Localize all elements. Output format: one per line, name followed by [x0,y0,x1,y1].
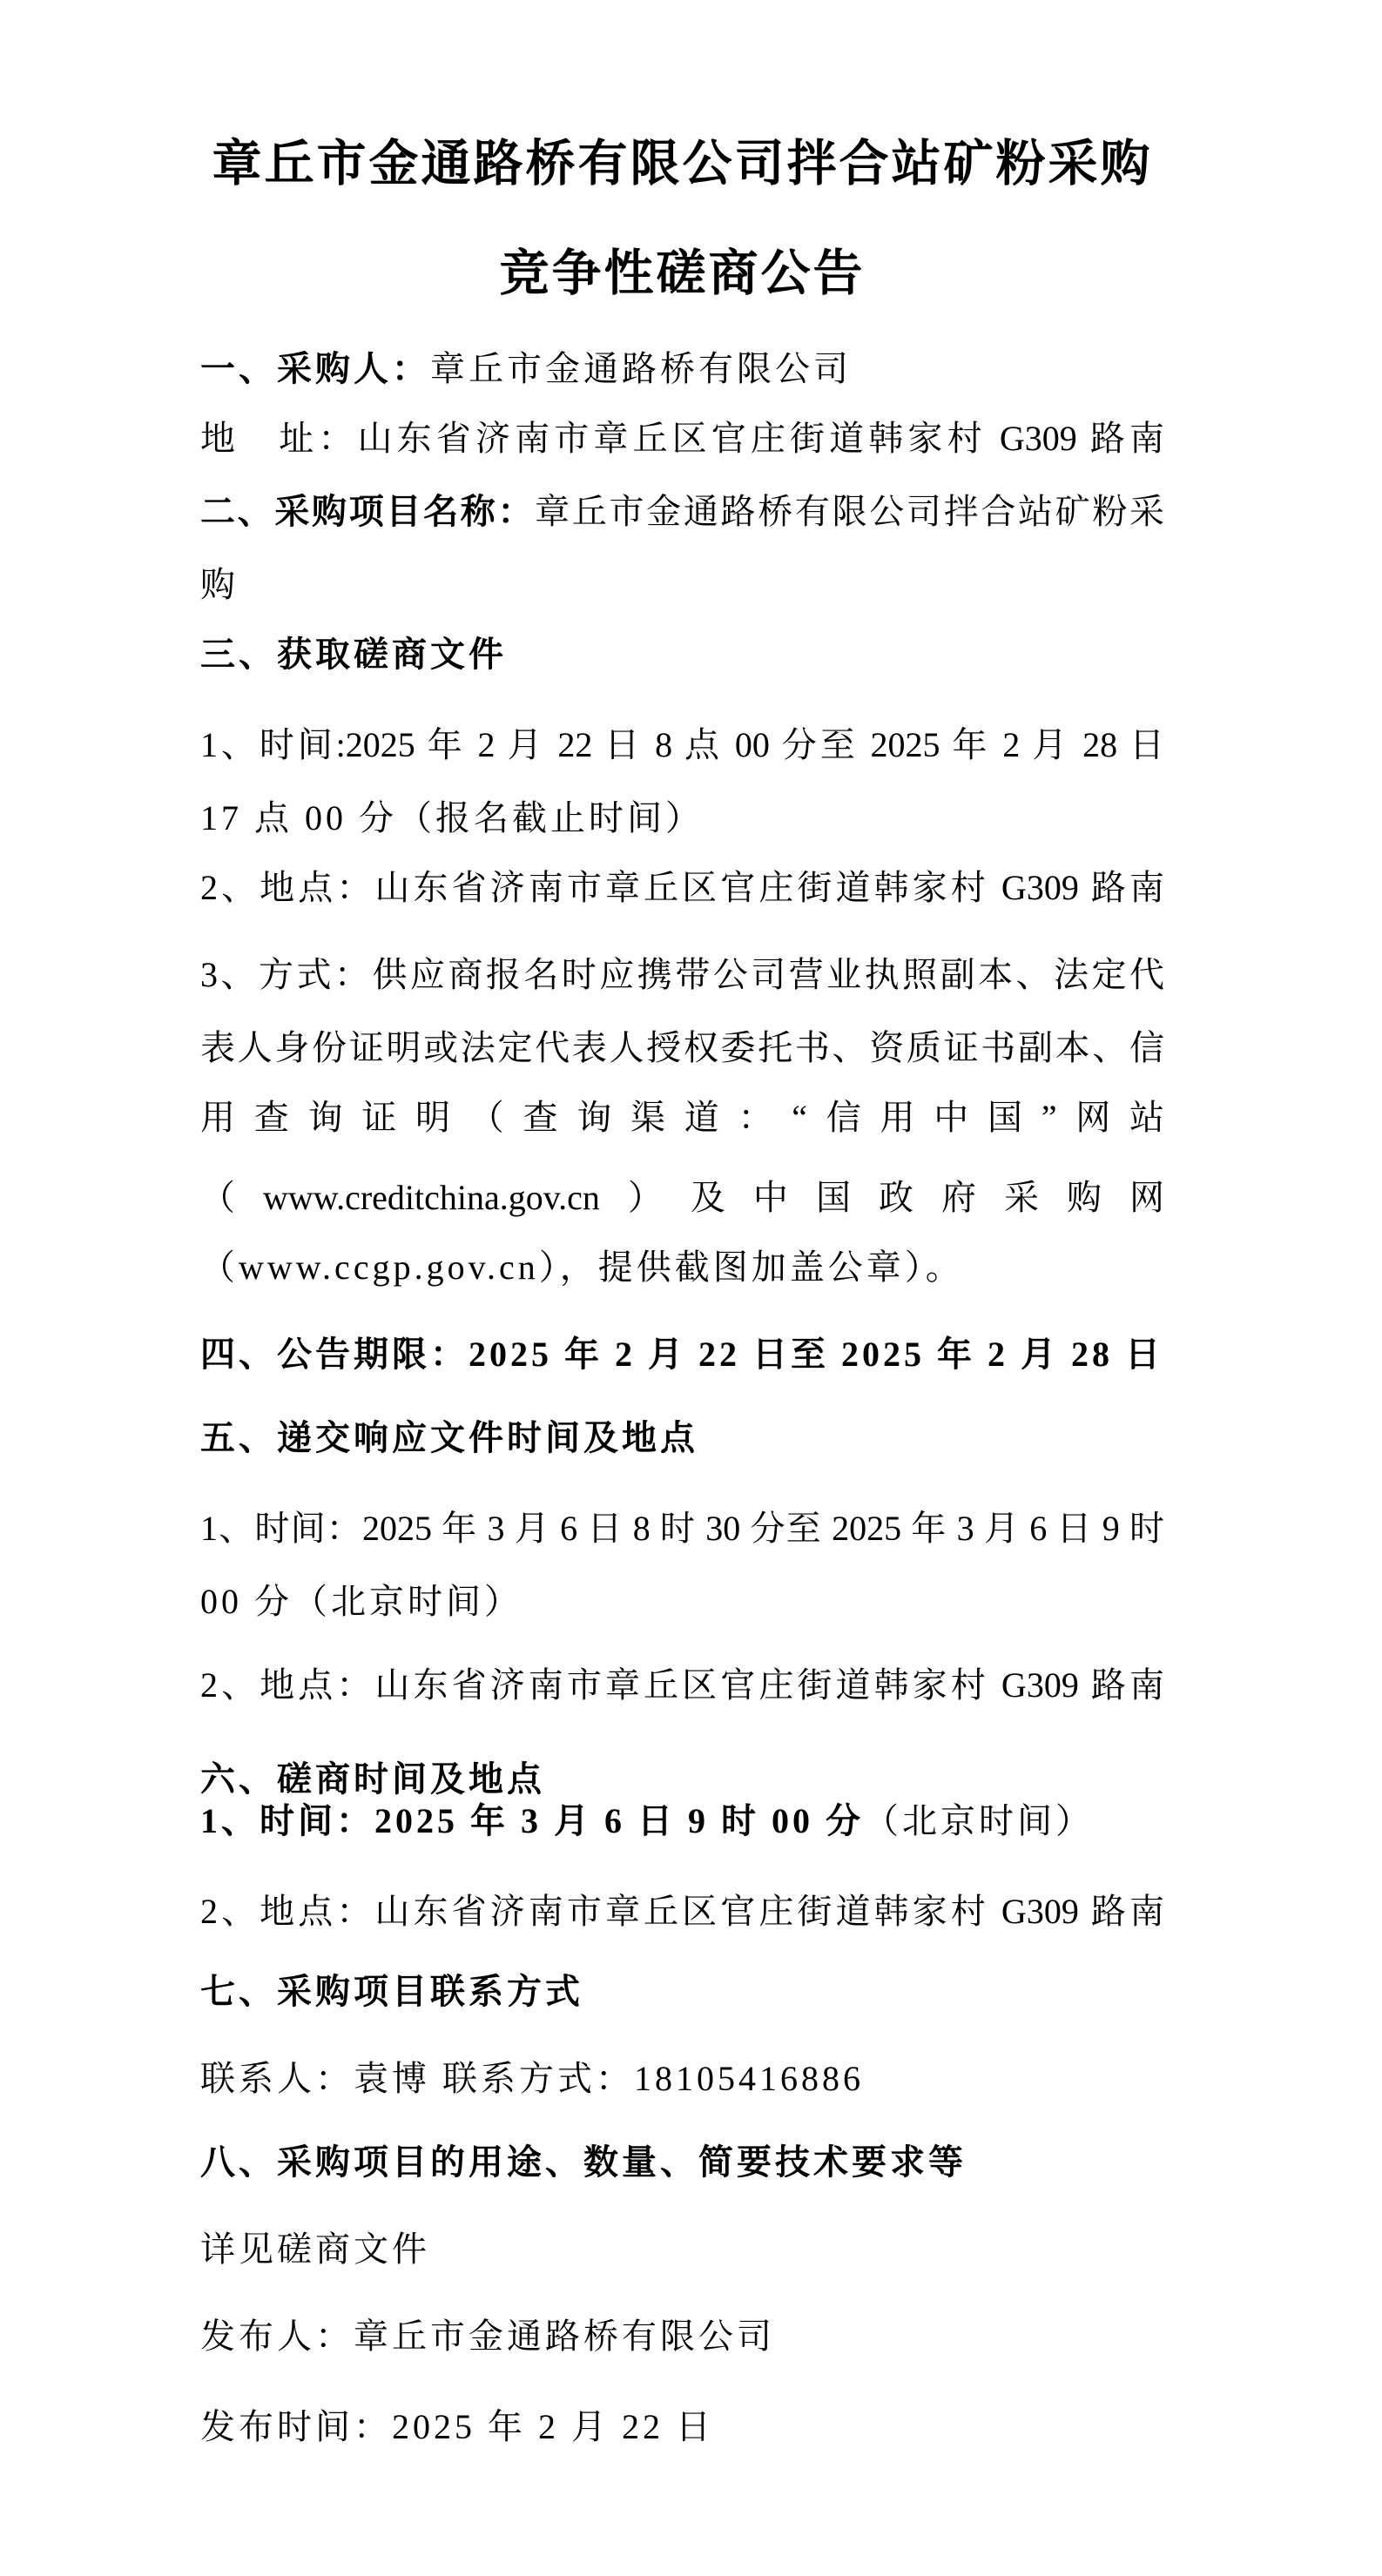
sec3-time-line1: 1、时间:2025 年 2 月 22 日 8 点 00 分至 2025 年 2 月 28 日 [200,725,1164,764]
project-name-value: 章丘市金通路桥有限公司拌合站矿粉采 [535,492,1165,531]
publish-date-line: 发布时间：2025 年 2 月 22 日 [200,2407,714,2446]
sec3-method-line3: 用查询证明（查询渠道：“信用中国”网站 [200,1098,1164,1137]
purchaser-value: 章丘市金通路桥有限公司 [430,349,852,388]
sec6-time-note: （北京时间） [864,1801,1094,1840]
purchaser-address-line: 地 址：山东省济南市章丘区官庄街道韩家村 G309 路南 [200,419,1164,458]
publisher-line: 发布人：章丘市金通路桥有限公司 [200,2317,775,2356]
sec4-heading: 四、公告期限：2025 年 2 月 22 日至 2025 年 2 月 28 日 [200,1335,1163,1374]
sec3-method-line4: （www.creditchina.gov.cn）及中国政府采购网 [200,1178,1164,1217]
sec3-method-line2: 表人身份证明或法定代表人授权委托书、资质证书副本、信 [200,1028,1164,1067]
purchaser-label: 一、采购人： [200,349,430,388]
purchaser-line [200,350,1164,388]
sec6-time-line [200,1802,1164,1840]
project-name-label: 二、采购项目名称： [200,492,536,531]
sec7-contact-line: 联系人：袁博 联系方式：18105416886 [200,2059,864,2098]
sec5-heading: 五、递交响应文件时间及地点 [200,1418,698,1457]
project-name-line1 [200,493,1164,531]
sec5-time-line1: 1、时间：2025 年 3 月 6 日 8 时 30 分至 2025 年 3 月 6 日 9 时 [200,1509,1164,1548]
project-name-line2: 购 [200,565,239,604]
sec3-method-line5: （www.ccgp.gov.cn），提供截图加盖公章）。 [200,1248,964,1287]
sec3-time-line2: 17 点 00 分（报名截止时间） [200,798,704,837]
sec5-time-line2: 00 分（北京时间） [200,1582,522,1621]
sec3-location-line: 2、地点：山东省济南市章丘区官庄街道韩家村 G309 路南 [200,868,1164,907]
sec6-location-line: 2、地点：山东省济南市章丘区官庄街道韩家村 G309 路南 [200,1892,1164,1931]
sec6-time-bold: 1、时间：2025 年 3 月 6 日 9 时 00 分 [200,1801,864,1840]
sec7-heading: 七、采购项目联系方式 [200,1972,583,2011]
document-title-line1: 章丘市金通路桥有限公司拌合站矿粉采购 [212,137,1153,192]
sec6-heading: 六、磋商时间及地点 [200,1759,545,1799]
sec8-detail-line: 详见磋商文件 [200,2230,430,2269]
sec5-location-line: 2、地点：山东省济南市章丘区官庄街道韩家村 G309 路南 [200,1665,1164,1705]
sec8-heading: 八、采购项目的用途、数量、简要技术要求等 [200,2142,967,2182]
sec3-heading: 三、获取磋商文件 [200,635,507,674]
sec3-method-line1: 3、方式：供应商报名时应携带公司营业执照副本、法定代 [200,955,1164,994]
document-title-line2: 竞争性磋商公告 [499,246,866,301]
